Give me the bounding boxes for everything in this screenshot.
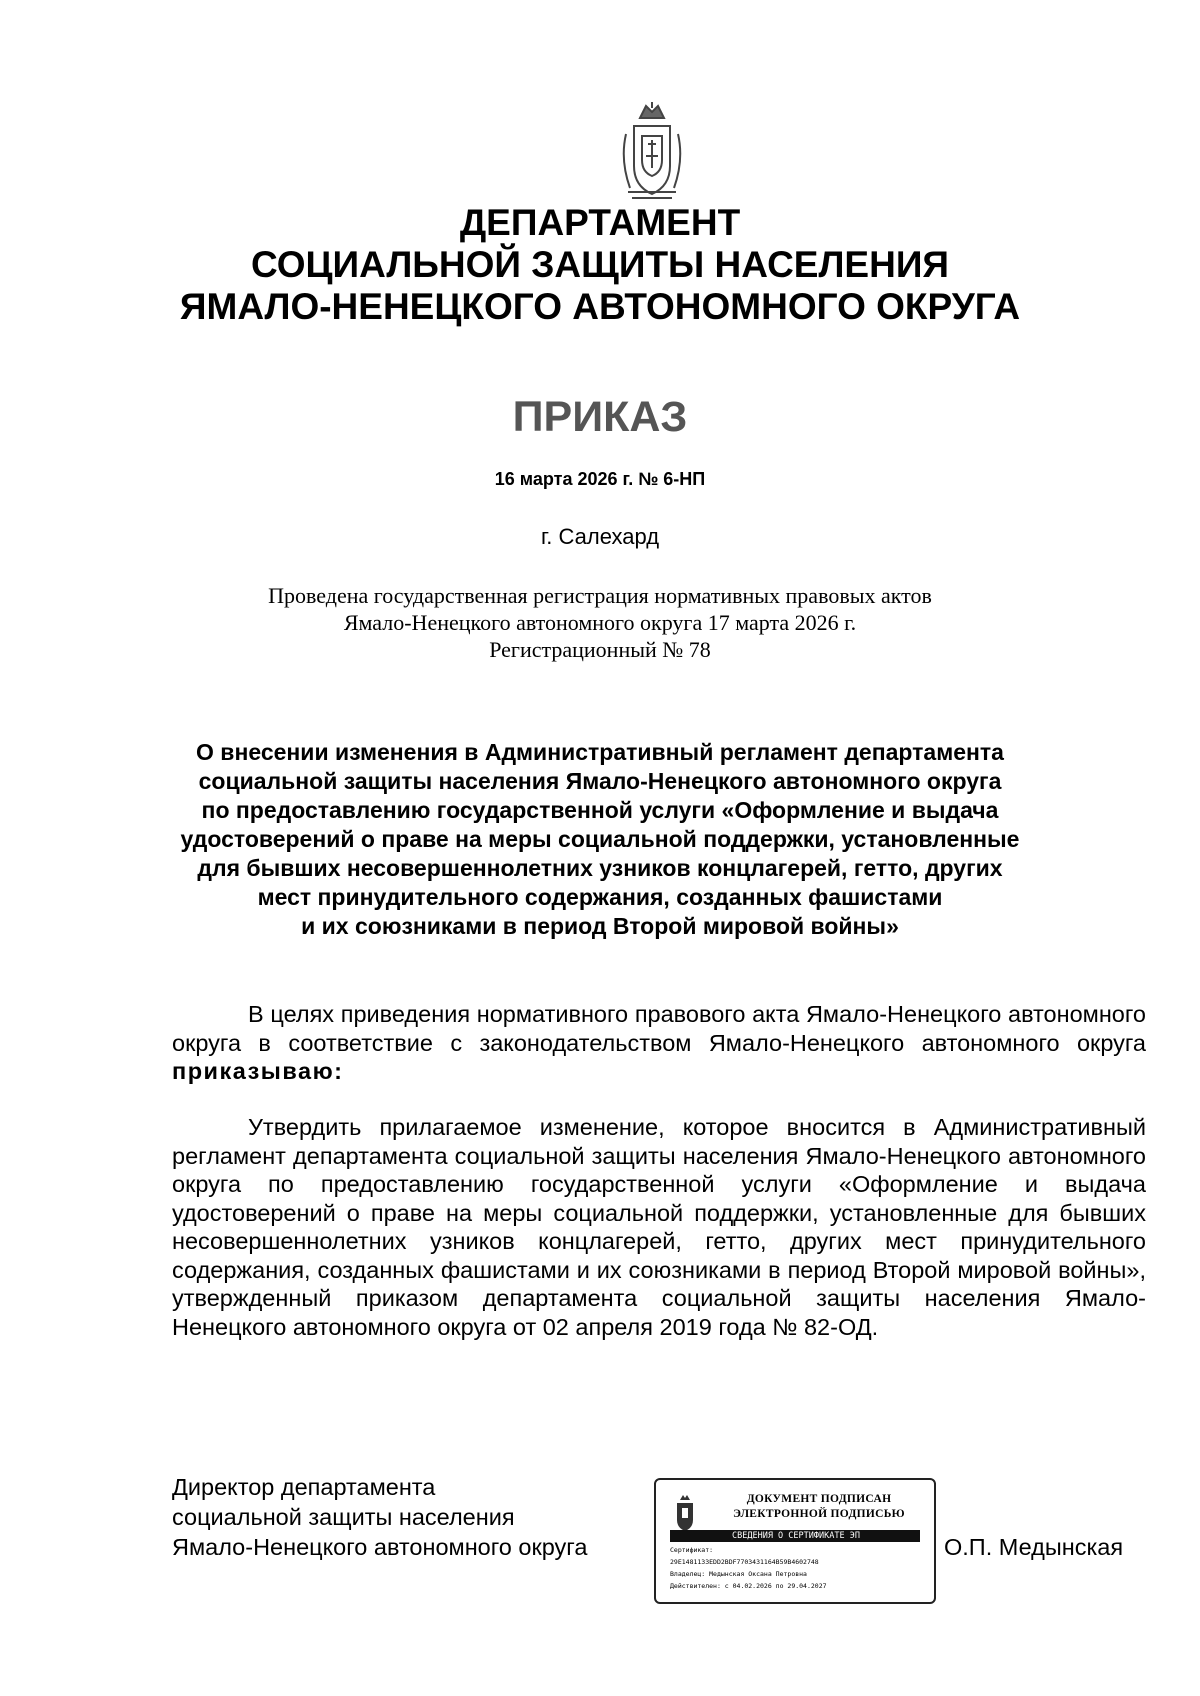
stamp-detail-line: Владелец: Медынская Оксана Петровна <box>670 1570 807 1578</box>
registration-line: Проведена государственная регистрация нормативных правовых актов <box>268 583 932 608</box>
electronic-signature-stamp <box>654 1478 936 1604</box>
coat-of-arms-emblem <box>618 100 686 206</box>
registration-line: Регистрационный № 78 <box>489 637 711 662</box>
stamp-certificate-details <box>670 1544 926 1592</box>
subject-line: для бывших несовершеннолетних узников концлагерей, гетто, других <box>197 855 1003 881</box>
stamp-title-line: ДОКУМЕНТ ПОДПИСАН <box>746 1493 892 1505</box>
operative-paragraph: Утвердить прилагаемое изменение, которое вносится в Административный регламент департамента социальной защиты населения Ямало-Ненецкого автономного округа по предоставлению государственной услуги «Оформление и выдача удостоверений о праве на меры социальной поддержки, установленные для бывших несовершеннолетних узников концлагерей, гетто, других мест принудительного содержания, созданных фашистами и их союзниками в период Второй мировой войны», утвержденный приказом департамента социальной защиты населения Ямало-Ненецкого автономного округа от 02 апреля 2019 года № 82-ОД. <box>172 1114 1146 1340</box>
stamp-detail-line: Сертификат: <box>670 1546 714 1554</box>
registration-note <box>150 582 1050 663</box>
stamp-title <box>708 1492 930 1522</box>
preamble-paragraph <box>172 1000 1146 1086</box>
signer-position-line: социальной защиты населения <box>172 1504 515 1530</box>
subject-line: мест принудительного содержания, созданных фашистами <box>257 884 943 910</box>
signer-position-line: Директор департамента <box>172 1474 436 1500</box>
stamp-detail-line: Действителен: с 04.02.2026 по 29.04.2027 <box>670 1582 827 1590</box>
subject-line: социальной защиты населения Ямало-Ненецкого автономного округа <box>198 768 1002 794</box>
department-title-line: ДЕПАРТАМЕНТ <box>459 202 741 243</box>
stamp-emblem-icon <box>672 1494 698 1534</box>
department-title-line: СОЦИАЛЬНОЙ ЗАЩИТЫ НАСЕЛЕНИЯ <box>250 244 950 285</box>
department-title-line: ЯМАЛО-НЕНЕЦКОГО АВТОНОМНОГО ОКРУГА <box>179 286 1021 327</box>
city-label: г. Салехард <box>540 524 660 549</box>
subject-line: по предоставлению государственной услуги «Оформление и выдача <box>201 797 999 823</box>
stamp-certificate-bar <box>670 1530 920 1542</box>
stamp-detail-line: 29E1481133EDD2BDF7703431164B59B4602748 <box>670 1558 819 1566</box>
stamp-bar-text: СВЕДЕНИЯ О СЕРТИФИКАТЕ ЭП <box>732 1531 860 1541</box>
department-title <box>100 202 1100 328</box>
order-keyword: приказываю: <box>172 1058 344 1084</box>
subject-line: О внесении изменения в Административный регламент департамента <box>196 739 1004 765</box>
subject-line: и их союзниками в период Второй мировой войны» <box>301 913 899 939</box>
stamp-title-line: ЭЛЕКТРОННОЙ ПОДПИСЬЮ <box>733 1508 905 1520</box>
order-date-number: 16 марта 2026 г. № 6-НП <box>494 469 706 489</box>
signer-position <box>172 1472 587 1562</box>
registration-line: Ямало-Ненецкого автономного округа 17 марта 2026 г. <box>343 610 857 635</box>
preamble-text: В целях приведения нормативного правового акта Ямало-Ненецкого автономного округа в соответствие с законодательством Ямало-Ненецкого автономного округа <box>172 1001 1146 1056</box>
order-subject <box>160 738 1040 941</box>
subject-line: удостоверений о праве на меры социальной поддержки, установленные <box>180 826 1020 852</box>
signer-name: О.П. Медынская <box>944 1534 1124 1560</box>
document-type-heading: ПРИКАЗ <box>512 393 688 441</box>
signer-position-line: Ямало-Ненецкого автономного округа <box>172 1534 588 1560</box>
